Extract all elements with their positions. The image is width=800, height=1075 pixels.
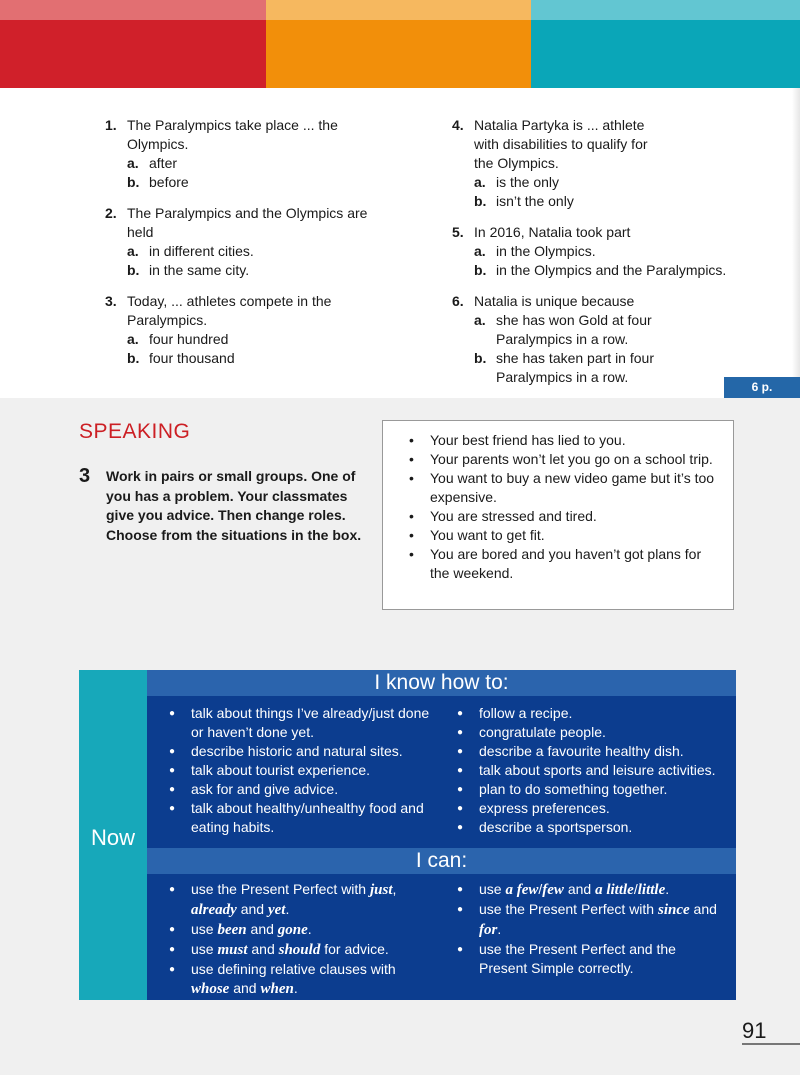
color-segment-orange [266, 0, 531, 88]
know-item: ● describe a favourite healthy dish. [455, 742, 735, 761]
can-item: ● use the Present Perfect with just, already and yet. [167, 880, 437, 920]
situation-item: • You want to buy a new video game but it’s too expensive. [409, 469, 723, 507]
option-letter: a. [127, 155, 139, 171]
option-letter: a. [127, 243, 139, 259]
i-can-panel [147, 874, 736, 1000]
situation-item: • Your best friend has lied to you. [409, 431, 723, 450]
points-tag: 6 p. [724, 377, 800, 398]
question-4 [452, 116, 742, 211]
know-item: ● express preferences. [455, 799, 735, 818]
question-number: 3. [105, 293, 117, 309]
question-text: Today, ... athletes compete in the Paralympics. [127, 293, 332, 328]
question-number: 6. [452, 293, 464, 309]
know-how-panel [147, 696, 736, 848]
task-instructions: Work in pairs or small groups. One of you has a problem. Your classmates give you advice. Then change roles. Choose from the situations in the box. [106, 468, 362, 543]
option-letter: a. [474, 312, 486, 328]
option-letter: a. [127, 331, 139, 347]
situation-item: • You are stressed and tired. [409, 507, 723, 526]
page-number: 91 [742, 1018, 767, 1043]
now-summary-block [79, 670, 736, 1000]
situation-item: • Your parents won’t let you go on a school trip. [409, 450, 723, 469]
know-right-list [455, 704, 735, 837]
know-how-heading: I know how to: [147, 670, 736, 696]
can-item: ● use been and gone. [167, 920, 437, 940]
question-number: 2. [105, 205, 117, 221]
option-text: she has won Gold at four Paralympics in a row. [496, 312, 652, 347]
question-5 [452, 223, 742, 280]
option-text: is the only [496, 174, 560, 190]
now-label: Now [90, 825, 135, 850]
situation-item: • You want to get fit. [409, 526, 723, 545]
know-left-list [167, 704, 437, 837]
option-text: four thousand [149, 350, 235, 366]
question-text: Natalia Partyka is ... athlete with disabilities to qualify for the Olympics. [474, 117, 648, 171]
question-number: 5. [452, 224, 464, 240]
know-item: ● congratulate people. [455, 723, 735, 742]
option-letter: b. [474, 193, 487, 209]
know-item: ● ask for and give advice. [167, 780, 437, 799]
can-right-list [455, 880, 725, 978]
situations-box [382, 420, 734, 610]
questions-right-column [452, 116, 742, 399]
option-text: after [149, 155, 178, 171]
now-sidebar [79, 670, 147, 1000]
question-number: 4. [452, 117, 464, 133]
option-letter: b. [474, 350, 487, 366]
question-3 [105, 292, 395, 368]
option-text: in the Olympics and the Paralympics. [496, 262, 727, 278]
know-item: ● describe a sportsperson. [455, 818, 735, 837]
question-text: The Paralympics take place ... the Olympics. [127, 117, 338, 152]
questions-left-column [105, 116, 395, 380]
question-number: 1. [105, 117, 117, 133]
page-number-rule [742, 1043, 800, 1045]
i-can-heading: I can: [147, 848, 736, 874]
option-letter: b. [474, 262, 487, 278]
know-item: ● describe historic and natural sites. [167, 742, 437, 761]
question-text: The Paralympics and the Olympics are held [127, 205, 368, 240]
option-letter: b. [127, 174, 140, 190]
question-text: Natalia is unique because [474, 293, 635, 309]
option-letter: b. [127, 350, 140, 366]
can-item: ● use the Present Perfect with since and for. [455, 900, 725, 940]
top-color-bar [0, 0, 800, 88]
can-item: ● use the Present Perfect and the Present Simple correctly. [455, 940, 725, 978]
option-text: she has taken part in four Paralympics in a row. [496, 350, 654, 385]
page-edge-shadow [792, 88, 800, 398]
question-6 [452, 292, 742, 387]
option-letter: a. [474, 243, 486, 259]
can-item: ● use defining relative clauses with whose and when. [167, 960, 437, 999]
question-2 [105, 204, 395, 280]
know-item: ● talk about tourist experience. [167, 761, 437, 780]
question-text: In 2016, Natalia took part [474, 224, 631, 240]
question-1 [105, 116, 395, 192]
option-text: in the same city. [149, 262, 250, 278]
option-text: isn’t the only [496, 193, 574, 209]
option-text: before [149, 174, 189, 190]
color-segment-red [0, 0, 266, 88]
option-text: in different cities. [149, 243, 254, 259]
can-item: ● use a few/few and a little/little. [455, 880, 725, 900]
know-item: ● talk about things I’ve already/just done or haven’t done yet. [167, 704, 437, 742]
know-item: ● follow a recipe. [455, 704, 735, 723]
option-text: in the Olympics. [496, 243, 596, 259]
option-letter: a. [474, 174, 486, 190]
option-text: four hundred [149, 331, 229, 347]
situation-item: • You are bored and you haven’t got plans for the weekend. [409, 545, 723, 583]
color-segment-teal [531, 0, 800, 88]
know-item: ● talk about healthy/unhealthy food and eating habits. [167, 799, 437, 837]
know-item: ● talk about sports and leisure activities. [455, 761, 735, 780]
can-item: ● use must and should for advice. [167, 940, 437, 960]
option-letter: b. [127, 262, 140, 278]
task-number: 3 [79, 465, 91, 487]
know-item: ● plan to do something together. [455, 780, 735, 799]
speaking-heading: SPEAKING [79, 420, 191, 443]
can-left-list [167, 880, 437, 999]
